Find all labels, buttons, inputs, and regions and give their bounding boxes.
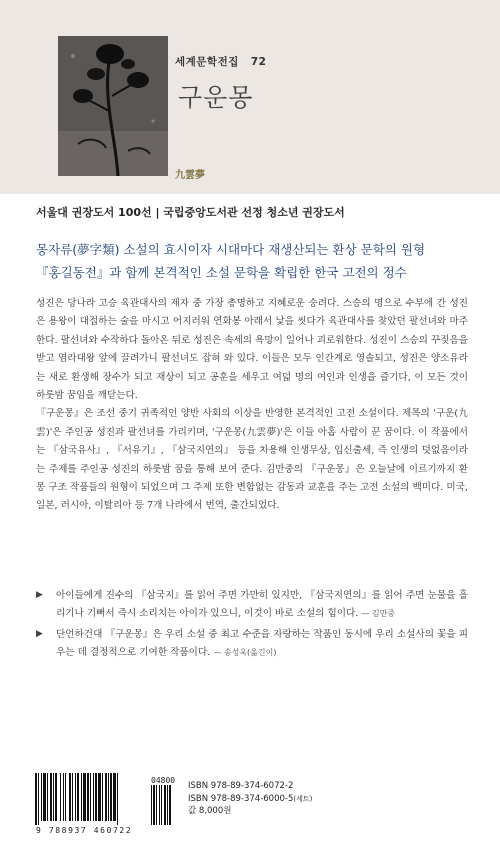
headline xyxy=(36,238,425,284)
book-title-hanja: 九雲夢 xyxy=(175,170,205,181)
tree-illustration-icon xyxy=(58,36,168,176)
quote-item xyxy=(36,587,468,622)
isbn-line-1: ISBN 978-89-374-6072-2 xyxy=(188,781,294,791)
isbn-set-number: ISBN 978-89-374-6000-5 xyxy=(188,793,294,804)
quote-text: 단언하건대 『구운몽』은 우리 소설 중 최고 수준을 자랑하는 작품인 동시에 우리 소설사의 꽃을 피우는 데 결정적으로 기여한 작품이다. xyxy=(56,629,468,658)
headline-line-2: 『홍길동전』과 함께 본격적인 소설 문학을 확립한 한국 고전의 정수 xyxy=(36,265,407,280)
barcode-number: 9 788937 460722 xyxy=(36,826,133,835)
isbn-block xyxy=(188,780,312,818)
quote-text: 아이들에게 진수의 『삼국지』를 읽어 주면 가만히 있지만, 『삼국지연의』를 읽어 주면 눈물을 흘리기나 기뻐서 즉시 소리치는 아이가 있으니, 이것이 바로 소설의 힘이다. xyxy=(56,590,468,619)
isbn-set-label: (세트) xyxy=(293,794,313,803)
price: 값 8,000원 xyxy=(188,806,232,816)
triangle-bullet-icon: ▶ xyxy=(36,590,43,600)
recommendation-line: 서울대 권장도서 100선 | 국립중앙도서관 선정 청소년 권장도서 xyxy=(36,206,345,219)
series-label xyxy=(175,54,266,69)
headline-line-1: 몽자류(夢字類) 소설의 효시이자 시대마다 재생산되는 환상 문학의 원형 xyxy=(36,242,426,257)
barcode-addon-number: 04800 xyxy=(151,776,176,785)
cover-header-panel xyxy=(0,0,500,194)
quote-item xyxy=(36,626,468,661)
book-title: 구운몽 xyxy=(178,83,254,112)
triangle-bullet-icon: ▶ xyxy=(36,629,43,639)
quote-attribution: — 김만중 xyxy=(361,608,396,618)
synopsis-paragraph-1: 성진은 당나라 고승 육관대사의 제자 중 가장 총명하고 지혜로운 승려다. 스승의 명으로 수부에 간 성진은 용왕이 대접하는 술을 마시고 어지러워 연화봉 아래서 낯을 씻다가 육관대사를 찾았던 팔선녀와 마주한다. 팔선녀와 수작하다 돌아온 뒤로 성진은 속세의 욕망이 일어나 괴로워한다. 성진이 스승의 꾸짖음을 받고 염라대왕 앞에 끌려가니 팔선녀도 잡혀 와 있다. 이들은 모두 인간계로 영솔되고, 성진은 양소유라는 새로 환생해 장수가 되고 재상이 되고 공훈을 세우고 여덟 명의 여인과 인생을 즐기다, 이 모든 것이 하룻밤 꿈임을 깨닫는다. xyxy=(36,298,468,402)
series-name: 세계문학전집 xyxy=(175,56,239,68)
quote-attribution: — 송성욱(옮긴이) xyxy=(213,647,277,657)
isbn-line-2 xyxy=(188,793,312,806)
synopsis-paragraph-2: 『구운몽』은 조선 중기 귀족적인 양반 사회의 이상을 반영한 본격적인 고전 소설이다. 제목의 '구운(九雲)'은 주인공 성진과 팔선녀를 가리키며, '구운몽(九雲夢)'은 이들 아홉 사람이 꾼 꿈이다. 이 작품에서는 『삼국유사』, 『서유기』, 『삼국지연의』 등을 차용해 인생무상, 입신출세, 즉 인생의 덧없음이라는 주제를 주인공 성진의 하룻밤 꿈을 통해 보여 준다. 김만중의 『구운몽』은 오늘날에 이르기까지 환몽 구조 작품들의 원형이 되었으며 그 주제 또한 변함없는 감동과 교훈을 주는 고전 소설의 백미다. 미국, 일본, 러시아, 이탈리아 등 7개 나라에서 번역, 출간되었다. xyxy=(36,408,468,512)
review-quotes xyxy=(36,587,468,665)
series-number: 72 xyxy=(250,56,267,68)
synopsis xyxy=(36,295,468,516)
cover-illustration xyxy=(58,36,168,176)
